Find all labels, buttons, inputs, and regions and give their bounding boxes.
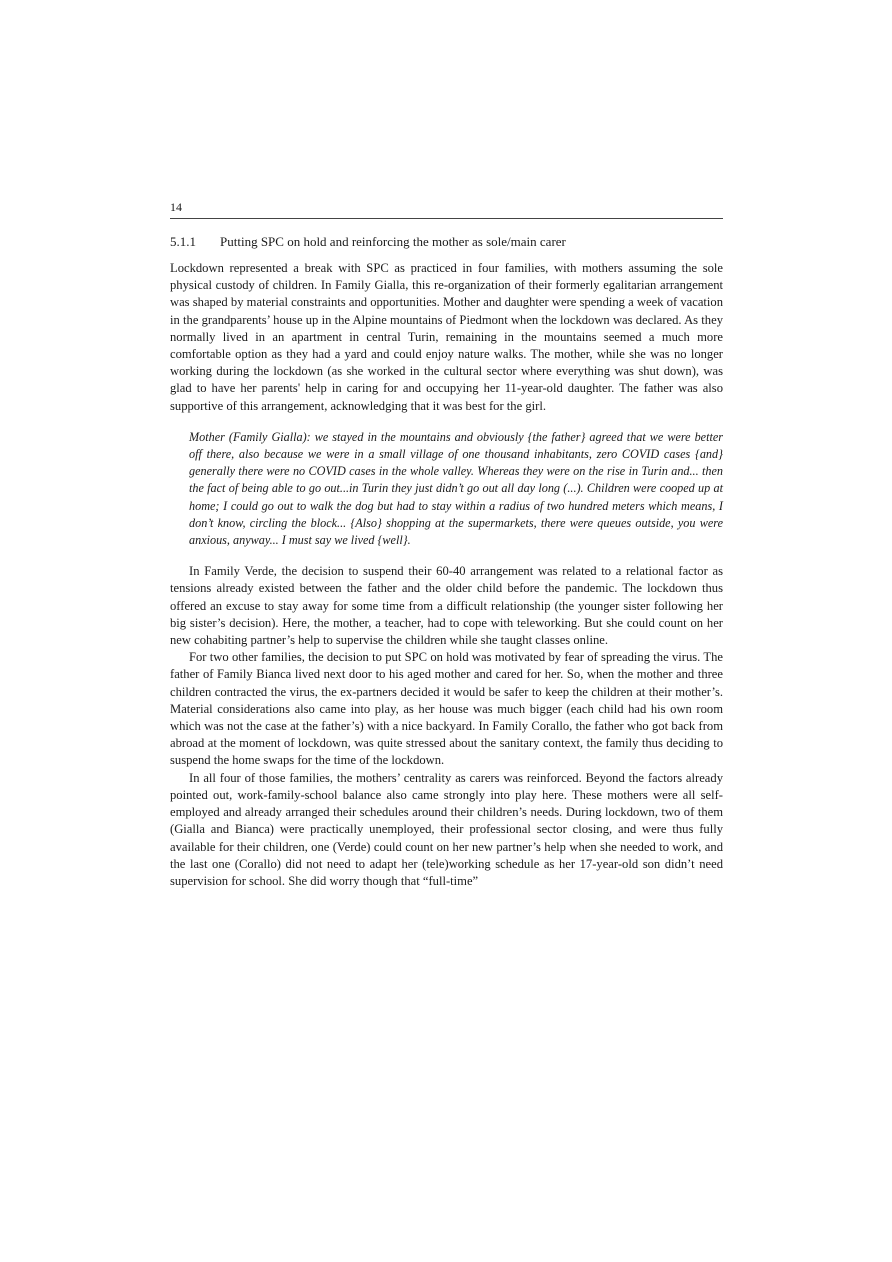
paper-page	[170, 198, 723, 890]
block-quote: Mother (Family Gialla): we stayed in the mountains and obviously {the father} agreed that we were better off there, also because we were in a small village of one thousand inhabitants, zero COVID cases {and} generally there were no COVID cases in the whole valley. Whereas they were on the rise in Turin and... then the fact of being able to go out...in Turin they just didn’t go out all day long (...). Children were cooped up at home; I could go out to walk the dog but had to stay within a radius of two hundred meters which means, I don’t know, circling the block... {Also} shopping at the supermarkets, there were queues outside, you were anxious, anyway... I must say we lived {well}.	[189, 429, 723, 548]
paragraph-4: In all four of those families, the mothers’ centrality as carers was reinforced. Beyond the factors already pointed out, work-family-school balance also came strongly into play here. These mothers were all self-employed and already arranged their schedules around their children’s needs. During lockdown, two of them (Gialla and Bianca) were practically unemployed, their professional sector closing, and were thus fully available for their children, one (Verde) could count on her new partner’s help when she needed to work, and the last one (Corallo) did not need to adapt her (tele)working schedule as her 17-year-old son didn’t need supervision for school. She did worry though that “full-time”	[170, 770, 723, 888]
paragraph-3: For two other families, the decision to put SPC on hold was motivated by fear of spreading the virus. The father of Family Bianca lived next door to his aged mother and cared for her. So, when the mother and three children contracted the virus, the ex-partners decided it would be safer to keep the children at their mother’s. Material considerations also came into play, as her house was much bigger (each child had his own room which was not the case at the father’s) with a nice backyard. In Family Corallo, the father who got back from abroad at the moment of lockdown, was quite stressed about the sanitary context, the family thus deciding to suspend the home swaps for the time of the lockdown.	[170, 650, 723, 768]
section-number: 5.1.1	[170, 234, 196, 249]
section-heading	[170, 233, 723, 250]
page-header	[170, 198, 723, 219]
section-title: Putting SPC on hold and reinforcing the mother as sole/main carer	[220, 234, 566, 249]
paragraph-1: Lockdown represented a break with SPC as practiced in four families, with mothers assuming the sole physical custody of children. In Family Gialla, this re-organization of their formerly egalitarian arrangement was shaped by material constraints and opportunities. Mother and daughter were spending a week of vacation in the grandparents’ house up in the Alpine mountains of Piedmont when the lockdown was declared. As they normally lived in an apartment in central Turin, remaining in the mountains seemed a much more comfortable option as they had a yard and could enjoy nature walks. The mother, while she was no longer working during the lockdown (as she worked in the cultural sector where everything was shut down), was glad to have her parents' help in caring for and occupying her 11-year-old daughter. The father was also supportive of this arrangement, acknowledging that it was best for the girl.	[170, 261, 723, 413]
page-number: 14	[170, 200, 182, 214]
paragraph-2: In Family Verde, the decision to suspend their 60-40 arrangement was related to a relational factor as tensions already existed between the father and the older child before the pandemic. The lockdown thus offered an excuse to stay away for some time from a difficult relationship (the younger sister following her big sister’s decision). Here, the mother, a teacher, had to cope with teleworking. But she could count on her new cohabiting partner’s help to supervise the children while she taught classes online.	[170, 564, 723, 648]
body-text	[170, 260, 723, 890]
